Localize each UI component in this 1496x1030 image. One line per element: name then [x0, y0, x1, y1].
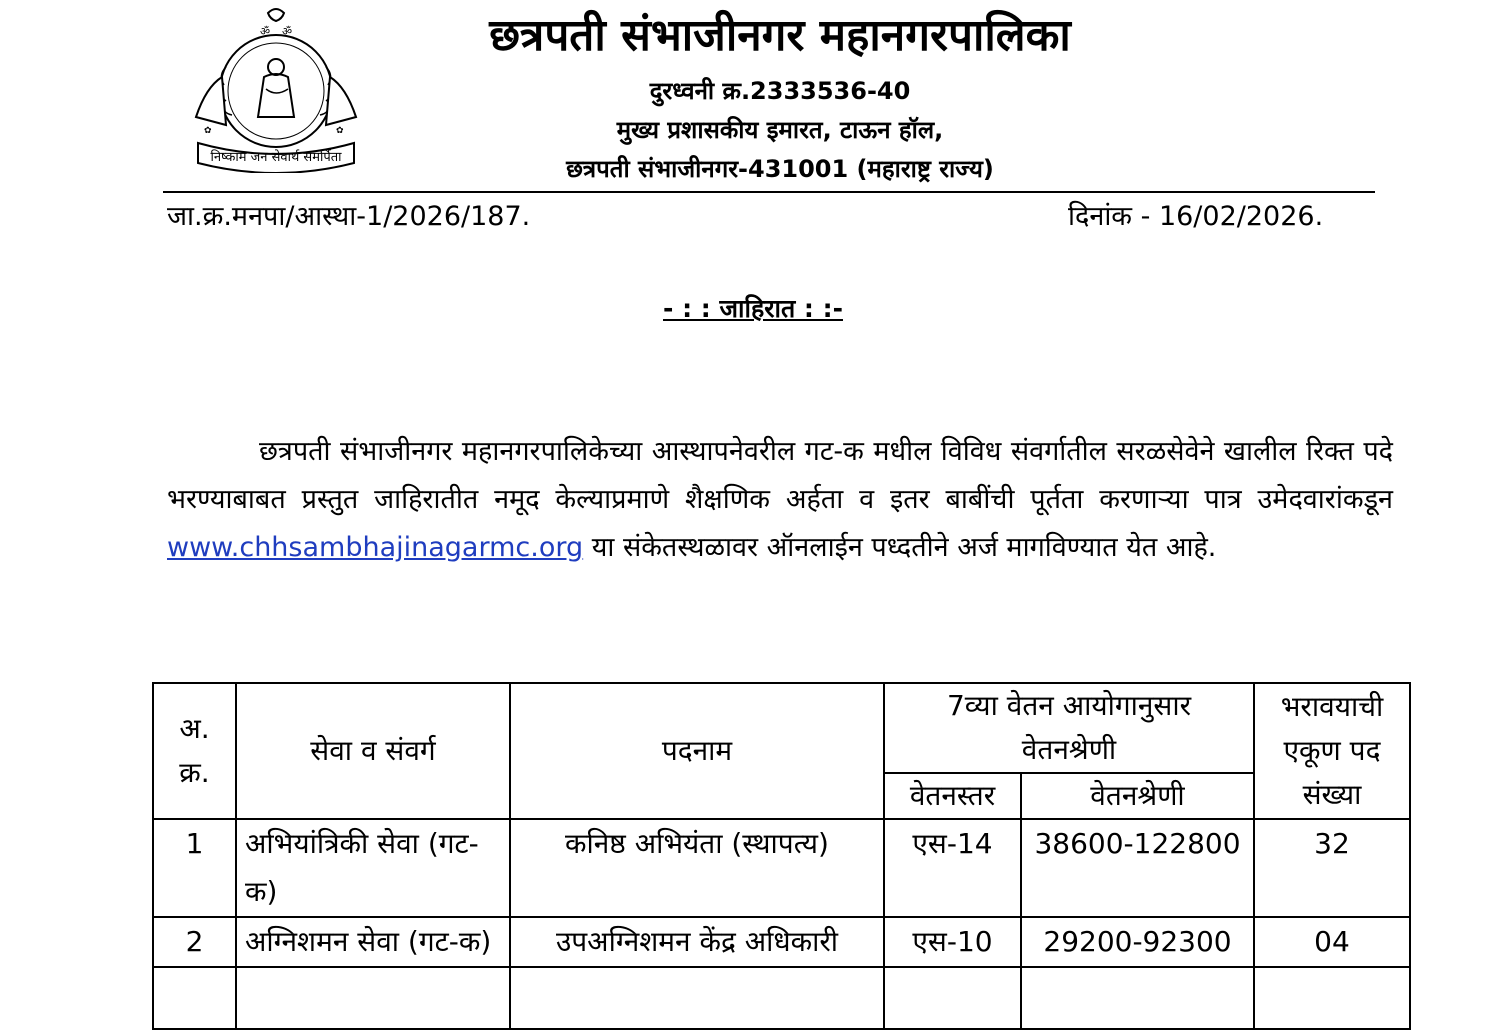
header-serial: अ. क्र.: [153, 683, 236, 819]
office-address: मुख्य प्रशासकीय इमारत, टाऊन हॉल,: [616, 116, 944, 144]
header-pay-level: वेतनस्तर: [884, 773, 1021, 819]
row-count: 04: [1254, 917, 1410, 967]
svg-text:ॐ: ॐ: [260, 25, 271, 38]
row-serial: 1: [153, 819, 236, 917]
notice-paragraph: [167, 428, 1393, 572]
header-count: भरावयाची एकूण पद संख्या: [1254, 683, 1410, 819]
website-link[interactable]: www.chhsambhajinagarmc.org: [167, 532, 584, 563]
row-pay-level: एस-10: [884, 917, 1021, 967]
row-post: उपअग्निशमन केंद्र अधिकारी: [510, 917, 884, 967]
row-serial: 2: [153, 917, 236, 967]
svg-text:✿: ✿: [336, 126, 344, 136]
phone-number: दुरध्वनी क्र.2333536-40: [649, 77, 911, 105]
table-row: [153, 917, 1410, 967]
row-pay-level: एस-14: [884, 819, 1021, 917]
table-header-row: [153, 683, 1410, 773]
paragraph-text-end: या संकेतस्थळावर ऑनलाईन पध्दतीने अर्ज मागविण्यात येत आहे.: [583, 532, 1217, 563]
header-pay-group: 7व्या वेतन आयोगानुसार वेतनश्रेणी: [884, 683, 1254, 773]
header-post: पदनाम: [510, 683, 884, 819]
row-service: अग्निशमन सेवा (गट-क): [236, 917, 510, 967]
row-count: 32: [1254, 819, 1410, 917]
table-row: [153, 819, 1410, 917]
header-pay-scale: वेतनश्रेणी: [1021, 773, 1254, 819]
paragraph-text-start: छत्रपती संभाजीनगर महानगरपालिकेच्या आस्थापनेवरील गट-क मधील विविध संवर्गातील सरळसेवेने खालील रिक्त पदे भरण्याबाबत प्रस्तुत जाहिरातीत नमूद केल्याप्रमाणे शैक्षणिक अर्हता व इतर बाबींची पूर्तता करणाऱ्या पात्र उमेदवारांकडून: [167, 436, 1393, 515]
vacancy-table: [152, 682, 1411, 1030]
organization-title: छत्रपती संभाजीनगर महानगरपालिका: [489, 10, 1071, 61]
row-post: कनिष्ठ अभियंता (स्थापत्य): [510, 819, 884, 917]
row-pay-scale: 29200-92300: [1021, 917, 1254, 967]
header-divider: [163, 191, 1375, 193]
svg-text:ॐ: ॐ: [282, 25, 293, 38]
notice-heading: - : : जाहिरात : :-: [663, 294, 843, 323]
city-address: छत्रपती संभाजीनगर-431001 (महाराष्ट्र राज्य): [566, 155, 994, 183]
row-pay-scale: 38600-122800: [1021, 819, 1254, 917]
header-service: सेवा व संवर्ग: [236, 683, 510, 819]
reference-number: जा.क्र.मनपा/आस्था-1/2026/187.: [167, 201, 531, 232]
row-service: अभियांत्रिकी सेवा (गट-क): [236, 819, 510, 917]
notice-date: दिनांक - 16/02/2026.: [1068, 201, 1324, 232]
logo-motto-text: निष्काम जन सेवार्थ समर्पिता: [210, 150, 342, 165]
svg-text:✿: ✿: [204, 126, 212, 136]
table-row-partial: [153, 967, 1410, 1029]
